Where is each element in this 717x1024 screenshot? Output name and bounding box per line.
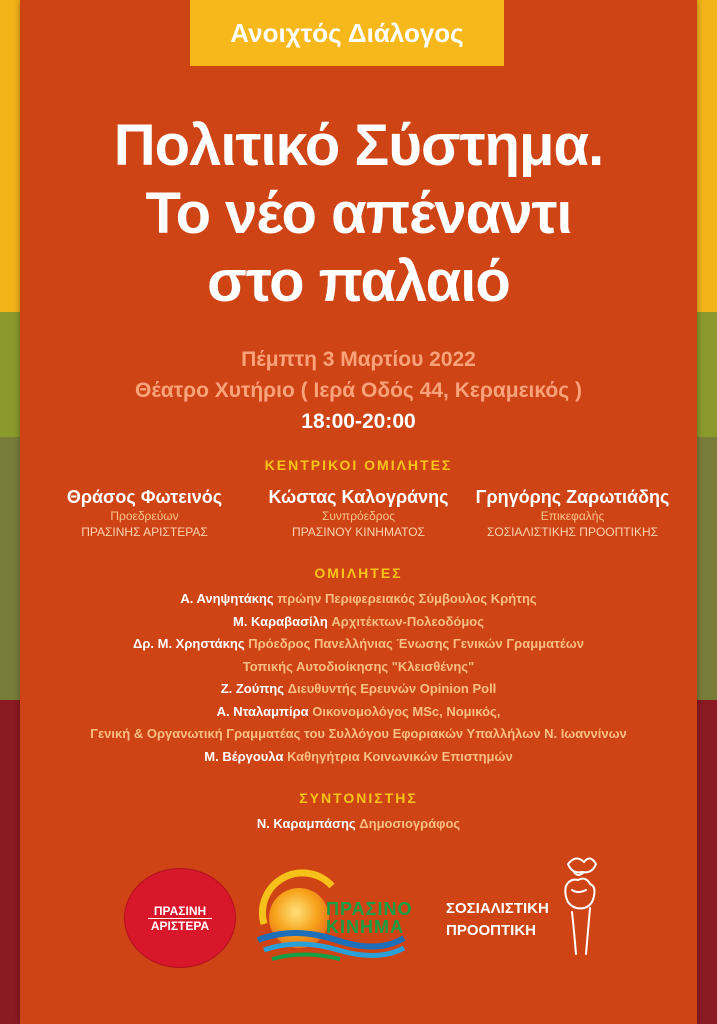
logo-text-block [326, 900, 412, 936]
speakers-list [0, 588, 717, 768]
event-details [0, 344, 717, 437]
keynote-role: Προεδρεύων [110, 509, 179, 523]
logo-text: ΣΟΣΙΑΛΙΣΤΙΚΗ [446, 900, 549, 917]
speaker-name: Α. Ανηψητάκης [180, 591, 274, 606]
event-date: Πέμπτη 3 Μαρτίου 2022 [241, 348, 476, 371]
title-line: στο παλαιό [207, 249, 510, 314]
keynote-role: Επικεφαλής [540, 509, 605, 523]
moderator-heading: ΣΥΝΤΟΝΙΣΤΗΣ [299, 790, 418, 806]
speaker-desc: Γενική & Οργανωτική Γραμματέας του Συλλόγου Εφοριακών Υπαλλήλων Ν. Ιωαννίνων [90, 726, 627, 741]
keynote-org: ΠΡΑΣΙΝΗΣ ΑΡΙΣΤΕΡΑΣ [81, 525, 208, 539]
speaker-desc: πρώην Περιφερειακός Σύμβουλος Κρήτης [277, 591, 537, 606]
speaker-name: Μ. Καραβασίλη [233, 613, 328, 629]
speaker-row [0, 723, 717, 746]
logo-text: ΑΡΙΣΤΕΡΑ [150, 918, 210, 933]
event-time: 18:00-20:00 [301, 410, 416, 433]
keynote-speaker [252, 486, 465, 540]
speaker-desc: Διευθυντής Ερευνών Opinion Poll [287, 681, 497, 696]
keynote-heading: ΚΕΝΤΡΙΚΟΙ ΟΜΙΛΗΤΕΣ [264, 457, 453, 473]
speaker-desc: Τοπικής Αυτοδιοίκησης "Κλεισθένης" [242, 658, 475, 674]
keynote-name: Κώστας Καλογράνης [268, 487, 449, 507]
speaker-desc: Αρχιτέκτων-Πολεοδόμος [331, 613, 484, 629]
speaker-desc: Καθηγήτρια Κοινωνικών Επιστημών [287, 748, 513, 764]
keynote-speakers [38, 486, 679, 540]
series-tag: Ανοιχτός Διάλογος [190, 0, 504, 66]
speaker-row [0, 633, 717, 656]
speaker-row [0, 656, 717, 679]
speaker-name: Μ. Βέργουλα [204, 748, 284, 764]
logo-text: ΠΡΑΣΙΝΗ [148, 904, 212, 919]
logo-text: ΠΡΑΣΙΝΟ [326, 899, 413, 919]
prasino-kinima-logo [254, 866, 430, 970]
raised-fist-rose-icon [550, 850, 606, 960]
prasini-aristera-logo [124, 868, 236, 968]
speaker-row [0, 746, 717, 769]
keynote-name: Γρηγόρης Ζαρωτιάδης [475, 487, 670, 507]
title-line: Το νέο απέναντι [145, 181, 572, 246]
logo-text-block [446, 898, 549, 942]
speaker-name: Α. Νταλαμπίρα [216, 703, 309, 719]
moderator-desc: Δημοσιογράφος [359, 816, 461, 831]
moderator-name: Ν. Καραμπάσης [256, 816, 356, 831]
poster-title [0, 112, 717, 316]
keynote-role: Συνπρόεδρος [321, 509, 396, 523]
speaker-desc: Οικονομολόγος MSc, Νομικός, [312, 703, 501, 719]
keynote-speaker [466, 486, 679, 540]
speaker-desc: Πρόεδρος Πανελλήνιας Ένωσης Γενικών Γραμματέων [248, 636, 584, 651]
keynote-speaker [38, 486, 251, 540]
title-line: Πολιτικό Σύστημα. [113, 113, 604, 178]
keynote-name: Θράσος Φωτεινός [66, 487, 223, 507]
keynote-org: ΠΡΑΣΙΝΟΥ ΚΙΝΗΜΑΤΟΣ [292, 525, 425, 539]
event-venue: Θέατρο Χυτήριο ( Ιερά Οδός 44, Κεραμεικός ) [135, 379, 582, 402]
speaker-row [0, 701, 717, 724]
speaker-row [0, 588, 717, 611]
logo-text: ΠΡΟΟΠΤΙΚΗ [446, 922, 536, 939]
speaker-name: Ζ. Ζούπης [220, 681, 284, 696]
moderator [0, 816, 717, 831]
logo-text: ΚΙΝΗΜΑ [326, 917, 404, 937]
keynote-org: ΣΟΣΙΑΛΙΣΤΙΚΗΣ ΠΡΟΟΠΤΙΚΗΣ [486, 525, 659, 539]
speakers-heading: ΟΜΙΛΗΤΕΣ [314, 565, 403, 581]
speaker-row [0, 678, 717, 701]
speaker-row [0, 611, 717, 634]
sosialistiki-prooptiki-logo [446, 850, 606, 970]
speaker-name: Δρ. Μ. Χρηστάκης [133, 636, 245, 651]
